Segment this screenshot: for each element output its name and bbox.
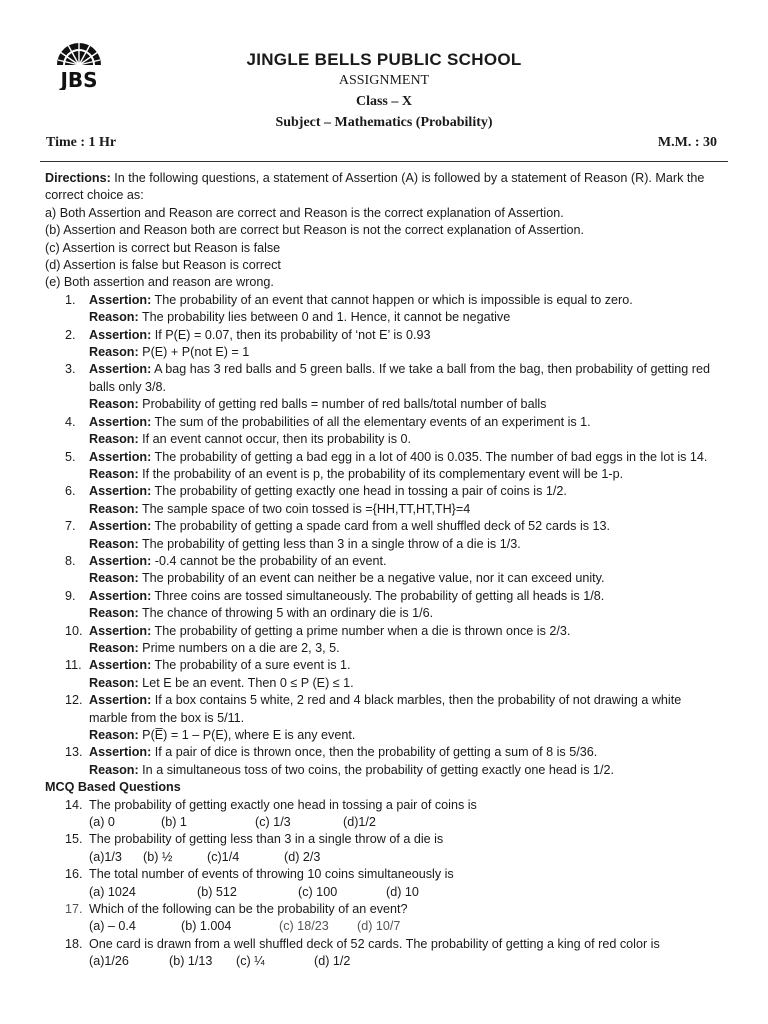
reason-label: Reason: bbox=[89, 606, 139, 621]
question-number: 17. bbox=[65, 902, 83, 917]
question-number: 15. bbox=[65, 832, 83, 847]
mcq-option: (a) 0 bbox=[89, 815, 115, 830]
mcq-option: (c) 1/3 bbox=[255, 815, 291, 830]
reason-text: The probability of getting less than 3 in a single throw of a die is 1/3. bbox=[138, 536, 521, 551]
assertion-line bbox=[89, 623, 725, 640]
question-item bbox=[45, 414, 725, 449]
question-item bbox=[45, 327, 725, 362]
question-number: 18. bbox=[65, 936, 83, 951]
question-number: 14. bbox=[65, 797, 83, 812]
question-number: 9. bbox=[65, 588, 76, 603]
reason-line bbox=[89, 727, 725, 744]
reason-label: Reason: bbox=[89, 397, 139, 412]
assertion-label: Assertion: bbox=[89, 693, 152, 708]
assertion-line bbox=[89, 449, 725, 466]
assertion-label: Assertion: bbox=[89, 519, 152, 534]
reason-line bbox=[89, 536, 725, 553]
assertion-text-continued: marble from the box is 5/11. bbox=[89, 710, 245, 725]
assertion-label: Assertion: bbox=[89, 327, 152, 342]
mcq-item bbox=[45, 797, 725, 832]
assertion-line bbox=[89, 692, 725, 709]
assertion-label: Assertion: bbox=[89, 588, 152, 603]
reason-label: Reason: bbox=[89, 536, 139, 551]
mcq-options bbox=[89, 814, 725, 831]
assertion-line bbox=[89, 327, 725, 344]
mcq-option: (c) 100 bbox=[298, 884, 338, 899]
question-item bbox=[45, 692, 725, 744]
reason-label: Reason: bbox=[89, 501, 139, 516]
question-text: Which of the following can be the probability of an event? bbox=[89, 902, 408, 917]
reason-line bbox=[89, 431, 725, 448]
question-number: 1. bbox=[65, 292, 76, 307]
assertion-text: The probability of getting a bad egg in a lot of 400 is 0.035. The number of bad eggs in the lot is 14. bbox=[151, 449, 708, 464]
directions-line: correct choice as: bbox=[45, 188, 144, 203]
question-text: The probability of getting exactly one head in tossing a pair of coins is bbox=[89, 797, 477, 812]
assertion-text: A bag has 3 red balls and 5 green balls. If we take a ball from the bag, then probability of getting red bbox=[151, 362, 710, 377]
assertion-text-continued: balls only 3/8. bbox=[89, 379, 167, 394]
question-item bbox=[45, 449, 725, 484]
reason-line bbox=[89, 344, 725, 361]
reason-text: If the probability of an event is p, the probability of its complementary event will be 1-p. bbox=[138, 466, 624, 481]
reason-line bbox=[89, 675, 725, 692]
class-label: Class – X bbox=[355, 94, 412, 109]
question-number: 2. bbox=[65, 327, 76, 342]
school-name: JINGLE BELLS PUBLIC SCHOOL bbox=[246, 50, 522, 69]
assertion-label: Assertion: bbox=[89, 414, 152, 429]
mcq-option: (b) 512 bbox=[197, 884, 237, 899]
assertion-text: The probability of a sure event is 1. bbox=[151, 658, 351, 673]
question-item bbox=[45, 588, 725, 623]
reason-text: Probability of getting red balls = number of red balls/total number of balls bbox=[138, 397, 547, 412]
question-number: 16. bbox=[65, 867, 83, 882]
question-item bbox=[45, 361, 725, 413]
mcq-item bbox=[45, 901, 725, 936]
time-label: Time : 1 Hr bbox=[46, 135, 117, 150]
assertion-label: Assertion: bbox=[89, 745, 152, 760]
question-number: 6. bbox=[65, 484, 76, 499]
reason-label: Reason: bbox=[89, 728, 139, 742]
mcq-option: (d)1/2 bbox=[343, 815, 376, 830]
question-number: 10. bbox=[65, 623, 83, 638]
subject-label: Subject – Mathematics (Probability) bbox=[275, 115, 493, 130]
reason-line bbox=[89, 605, 725, 622]
reason-label: Reason: bbox=[89, 762, 139, 777]
reason-text: If an event cannot occur, then its probability is 0. bbox=[138, 432, 412, 447]
mcq-item bbox=[45, 831, 725, 866]
reason-text: The sample space of two coin tossed is ={HH,TT,HT,TH}=4 bbox=[138, 501, 471, 516]
assertion-label: Assertion: bbox=[89, 292, 152, 307]
reason-line bbox=[89, 466, 725, 483]
assertion-label: Assertion: bbox=[89, 623, 152, 638]
question-number: 12. bbox=[65, 693, 83, 708]
reason-label: Reason: bbox=[89, 675, 139, 690]
mcq-option: (a) 1024 bbox=[89, 884, 136, 899]
max-marks-label: M.M. : 30 bbox=[657, 135, 717, 150]
mcq-options bbox=[89, 918, 725, 935]
question-item bbox=[45, 483, 725, 518]
reason-label: Reason: bbox=[89, 571, 139, 586]
reason-text: Let E be an event. Then 0 ≤ P (E) ≤ 1. bbox=[138, 675, 354, 690]
assertion-line bbox=[89, 518, 725, 535]
assertion-text: The probability of getting a prime number when a die is thrown once is 2/3. bbox=[151, 623, 571, 638]
assertion-text: Three coins are tossed simultaneously. The probability of getting all heads is 1/8. bbox=[151, 588, 605, 603]
mcq-item bbox=[45, 866, 725, 901]
assertion-label: Assertion: bbox=[89, 449, 152, 464]
reason-text: Prime numbers on a die are 2, 3, 5. bbox=[138, 640, 340, 655]
assertion-label: Assertion: bbox=[89, 658, 152, 673]
question-number: 5. bbox=[65, 449, 76, 464]
question-text: The probability of getting less than 3 in a single throw of a die is bbox=[89, 832, 444, 847]
mcq-option: (b) ½ bbox=[143, 849, 173, 864]
question-number: 11. bbox=[65, 658, 82, 673]
assertion-line bbox=[89, 553, 725, 570]
mcq-option: (a)1/3 bbox=[89, 849, 122, 864]
direction-option: (d) Assertion is false but Reason is correct bbox=[45, 258, 281, 273]
assertion-line bbox=[89, 657, 725, 674]
header-divider bbox=[40, 161, 728, 162]
assertion-text: The probability of getting a spade card from a well shuffled deck of 52 cards is 13. bbox=[151, 519, 611, 534]
mcq-option: (a) – 0.4 bbox=[89, 919, 136, 934]
question-item bbox=[45, 744, 725, 779]
reason-label: Reason: bbox=[89, 345, 139, 360]
mcq-option: (c)1/4 bbox=[207, 849, 240, 864]
question-item bbox=[45, 657, 725, 692]
reason-line bbox=[89, 396, 725, 413]
question-item bbox=[45, 553, 725, 588]
assertion-line bbox=[89, 292, 725, 309]
reason-line bbox=[89, 640, 725, 657]
question-number: 4. bbox=[65, 414, 76, 429]
assertion-text: The sum of the probabilities of all the elementary events of an experiment is 1. bbox=[151, 414, 591, 429]
mcq-option: (d) 2/3 bbox=[284, 849, 321, 864]
direction-option: (e) Both assertion and reason are wrong. bbox=[45, 275, 274, 290]
assertion-text: If a box contains 5 white, 2 red and 4 black marbles, then the probability of not drawing a white bbox=[151, 693, 682, 708]
mcq-option: (d) 1/2 bbox=[314, 954, 351, 969]
reason-line bbox=[89, 501, 725, 518]
question-number: 7. bbox=[65, 519, 76, 534]
mcq-option: (b) 1/13 bbox=[169, 954, 213, 969]
mcq-option: (c) ¼ bbox=[236, 954, 265, 969]
mcq-options bbox=[89, 884, 725, 901]
mcq-heading: MCQ Based Questions bbox=[45, 780, 181, 795]
assertion-line bbox=[89, 588, 725, 605]
reason-line bbox=[89, 309, 725, 326]
assertion-line bbox=[89, 744, 725, 761]
directions-line bbox=[45, 170, 725, 187]
mcq-item bbox=[45, 936, 725, 971]
direction-option: (c) Assertion is correct but Reason is false bbox=[45, 240, 281, 255]
mcq-option: (a)1/26 bbox=[89, 954, 129, 969]
assertion-label: Assertion: bbox=[89, 553, 152, 568]
assignment-body bbox=[45, 170, 725, 971]
direction-option: (b) Assertion and Reason both are correct but Reason is not the correct explanation of Assertion. bbox=[45, 223, 585, 238]
reason-text: The chance of throwing 5 with an ordinary die is 1/6. bbox=[138, 606, 434, 621]
assertion-text: If a pair of dice is thrown once, then the probability of getting a sum of 8 is 5/36. bbox=[151, 745, 598, 760]
mcq-option: (c) 18/23 bbox=[279, 919, 329, 934]
mcq-option: (b) 1.004 bbox=[181, 919, 232, 934]
assertion-label: Assertion: bbox=[89, 362, 152, 377]
directions-text: In the following questions, a statement of Assertion (A) is followed by a statement of Reason (R). Mark the bbox=[110, 171, 705, 185]
reason-line bbox=[89, 762, 725, 779]
assignment-title: ASSIGNMENT bbox=[338, 73, 430, 88]
question-item bbox=[45, 292, 725, 327]
assertion-text: If P(E) = 0.07, then its probability of ‘not E’ is 0.93 bbox=[151, 327, 431, 342]
mcq-option: (d) 10/7 bbox=[357, 919, 401, 934]
question-item bbox=[45, 623, 725, 658]
assertion-line bbox=[89, 361, 725, 378]
reason-text: In a simultaneous toss of two coins, the probability of getting exactly one head is 1/2. bbox=[138, 762, 615, 777]
assertion-reason-list bbox=[45, 292, 725, 779]
assertion-label: Assertion: bbox=[89, 484, 152, 499]
assertion-text: The probability of getting exactly one head in tossing a pair of coins is 1/2. bbox=[151, 484, 567, 499]
question-number: 3. bbox=[65, 362, 76, 377]
question-text: One card is drawn from a well shuffled deck of 52 cards. The probability of getting a king of red color is bbox=[89, 936, 660, 951]
mcq-list bbox=[45, 797, 725, 971]
reason-label: Reason: bbox=[89, 432, 139, 447]
question-number: 8. bbox=[65, 553, 76, 568]
question-text: The total number of events of throwing 10 coins simultaneously is bbox=[89, 867, 454, 882]
logo-text: JBS bbox=[60, 68, 98, 90]
mcq-options bbox=[89, 953, 725, 970]
reason-text: The probability lies between 0 and 1. Hence, it cannot be negative bbox=[138, 310, 511, 325]
assertion-text: -0.4 cannot be the probability of an event. bbox=[151, 553, 387, 568]
question-item bbox=[45, 518, 725, 553]
mcq-option: (d) 10 bbox=[386, 884, 419, 899]
question-number: 13. bbox=[65, 745, 83, 760]
reason-text: The probability of an event can neither be a negative value, nor it can exceed unity. bbox=[138, 571, 605, 586]
reason-label: Reason: bbox=[89, 640, 139, 655]
reason-line bbox=[89, 570, 725, 587]
assertion-line bbox=[89, 414, 725, 431]
direction-option: a) Both Assertion and Reason are correct and Reason is the correct explanation of Assertion. bbox=[45, 205, 564, 220]
assertion-line bbox=[89, 483, 725, 500]
mcq-options bbox=[89, 849, 725, 866]
reason-text: P(E) + P(not E) = 1 bbox=[138, 345, 250, 360]
reason-label: Reason: bbox=[89, 466, 139, 481]
reason-text: P(E̅) = 1 – P(E), where E is any event. bbox=[138, 728, 356, 742]
directions-label: Directions: bbox=[45, 171, 111, 185]
assertion-text: The probability of an event that cannot happen or which is impossible is equal to zero. bbox=[151, 292, 633, 307]
mcq-option: (b) 1 bbox=[161, 815, 187, 830]
reason-label: Reason: bbox=[89, 310, 139, 325]
